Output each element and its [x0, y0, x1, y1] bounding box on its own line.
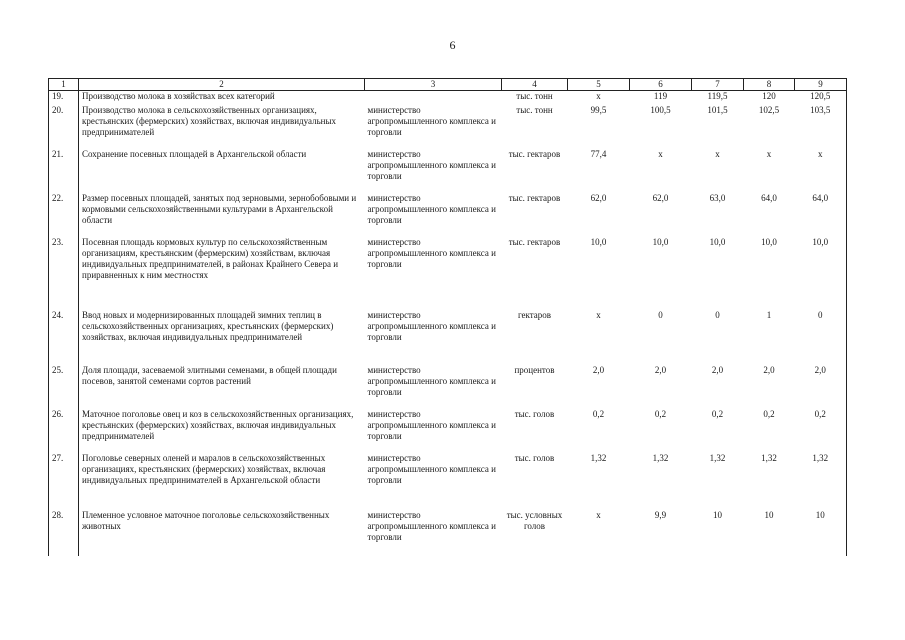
value-col6: х: [658, 148, 663, 159]
indicator-name: Размер посевных площадей, занятых под зерновыми, зернобобовыми и кормовыми сельскохозяйственными культурами в Архангельской области: [82, 192, 357, 225]
value-col6: 10,0: [652, 236, 669, 247]
unit: тыс. гектаров: [508, 148, 561, 159]
value-col5: 77,4: [590, 148, 607, 159]
row-number: 22.: [49, 193, 79, 237]
unit: тыс. гектаров: [508, 192, 561, 203]
value-col7: 0: [715, 309, 720, 320]
unit: тыс. условных голов: [506, 509, 563, 531]
value-col8: 0,2: [763, 408, 775, 419]
column-header: 6: [630, 79, 692, 91]
unit: процентов: [514, 364, 555, 375]
value-col7: 119,5: [707, 91, 728, 101]
value-col7: 0,2: [711, 408, 724, 419]
table-row: [49, 453, 847, 510]
value-col7: 10: [713, 509, 722, 520]
table-row: [49, 510, 847, 556]
value-col9: 1,32: [795, 453, 847, 510]
value-col5: х: [596, 509, 601, 520]
value-col5: х: [596, 91, 601, 101]
value-col6: 0: [658, 309, 663, 320]
responsible-org: министерство агропромышленного комплекса и торговли: [367, 192, 496, 225]
responsible-org: министерство агропромышленного комплекса и торговли: [367, 309, 496, 342]
value-col9: 10: [795, 510, 847, 556]
unit: тыс. гектаров: [508, 236, 561, 247]
responsible-org: [365, 91, 502, 105]
row-number: 21.: [49, 149, 79, 193]
value-col6: 0,2: [654, 408, 667, 419]
value-col5: 10,0: [590, 236, 607, 247]
indicator-name: Посевная площадь кормовых культур по сельскохозяйственным организациям, крестьянским (фермерским) хозяйствам, включая индивидуальных предпринимателей, в районах Крайнего Севера и приравненных к ним местностях: [82, 236, 339, 280]
responsible-org: министерство агропромышленного комплекса и торговли: [367, 509, 496, 542]
indicator-name: Производство молока в хозяйствах всех категорий: [82, 91, 275, 101]
table-row: [49, 193, 847, 237]
column-header: 7: [692, 79, 744, 91]
table-row: [49, 365, 847, 409]
unit: тыс. тонн: [516, 91, 553, 101]
value-col6: 100,5: [650, 104, 671, 115]
column-header: 3: [365, 79, 502, 91]
value-col5: х: [596, 309, 601, 320]
value-col7: 10,0: [709, 236, 726, 247]
table-header-row: [49, 79, 847, 91]
row-number: 20.: [49, 105, 79, 149]
responsible-org: министерство агропромышленного комплекса и торговли: [367, 104, 496, 137]
value-col8: 2,0: [763, 364, 775, 375]
row-number: 28.: [49, 510, 79, 556]
value-col7: 1,32: [709, 452, 726, 463]
row-number: 19.: [49, 91, 79, 105]
value-col7: 101,5: [707, 104, 728, 115]
table-row: [49, 310, 847, 365]
responsible-org: министерство агропромышленного комплекса и торговли: [367, 236, 496, 269]
value-col5: 62,0: [590, 192, 607, 203]
value-col9: 0,2: [795, 409, 847, 453]
value-col6: 1,32: [652, 452, 669, 463]
value-col8: 1,32: [761, 452, 777, 463]
value-col8: 10: [764, 509, 774, 520]
value-col9: х: [795, 149, 847, 193]
value-col8: х: [766, 148, 772, 159]
column-header: 4: [502, 79, 568, 91]
indicator-name: Доля площади, засеваемой элитными семенами, в общей площади посевов, занятой семенами сортов растений: [82, 364, 337, 386]
table-row: [49, 91, 847, 105]
row-number: 25.: [49, 365, 79, 409]
value-col8: 10,0: [761, 236, 777, 247]
value-col9: 10,0: [795, 237, 847, 310]
value-col9: 103,5: [795, 105, 847, 149]
indicator-name: Маточное поголовье овец и коз в сельскохозяйственных организациях, крестьянских (фермерских) хозяйствах, включая индивидуальных предпринимателей: [82, 408, 354, 441]
value-col9: 2,0: [795, 365, 847, 409]
page-number: 6: [449, 38, 456, 52]
indicator-name: Поголовье северных оленей и маралов в сельскохозяйственных организациях, крестьянских (фермерских) хозяйствах, включая индивидуальных предпринимателей в Архангельской области: [82, 452, 326, 485]
value-col8: 120: [762, 91, 776, 101]
value-col7: х: [715, 148, 720, 159]
value-col9: 120,5: [795, 91, 847, 105]
table-row: [49, 409, 847, 453]
responsible-org: министерство агропромышленного комплекса и торговли: [367, 452, 496, 485]
value-col6: 9,9: [654, 509, 667, 520]
row-number: 23.: [49, 237, 79, 310]
responsible-org: министерство агропромышленного комплекса и торговли: [367, 148, 496, 181]
value-col9: 64,0: [795, 193, 847, 237]
table-row: [49, 149, 847, 193]
row-number: 26.: [49, 409, 79, 453]
value-col7: 2,0: [711, 364, 724, 375]
value-col5: 1,32: [590, 452, 607, 463]
column-header: 5: [568, 79, 630, 91]
unit: тыс. голов: [514, 452, 555, 463]
column-header: 8: [744, 79, 795, 91]
value-col5: 2,0: [592, 364, 605, 375]
value-col6: 2,0: [654, 364, 667, 375]
unit: тыс. тонн: [516, 104, 553, 115]
indicator-name: Племенное условное маточное поголовье сельскохозяйственных животных: [82, 509, 330, 531]
value-col8: 64,0: [761, 192, 777, 203]
value-col6: 62,0: [652, 192, 669, 203]
unit: гектаров: [517, 309, 552, 320]
unit: тыс. голов: [514, 408, 555, 419]
value-col6: 119: [653, 91, 668, 101]
row-number: 27.: [49, 453, 79, 510]
indicator-name: Ввод новых и модернизированных площадей зимних теплиц в сельскохозяйственных организациях, крестьянских (фермерских) хозяйствах, включая индивидуальных предпринимателей: [82, 309, 334, 342]
responsible-org: министерство агропромышленного комплекса и торговли: [367, 408, 496, 441]
table-row: [49, 237, 847, 310]
column-header: 2: [79, 79, 365, 91]
value-col7: 63,0: [709, 192, 726, 203]
value-col8: 102,5: [758, 104, 780, 115]
responsible-org: министерство агропромышленного комплекса и торговли: [367, 364, 496, 397]
indicator-name: Сохранение посевных площадей в Архангельской области: [82, 148, 307, 159]
value-col8: 1: [766, 309, 772, 320]
value-col5: 99,5: [590, 104, 607, 115]
value-col9: 0: [795, 310, 847, 365]
row-number: 24.: [49, 310, 79, 365]
indicator-name: Производство молока в сельскохозяйственных организациях, крестьянских (фермерских) хозяйствах, включая индивидуальных предпринимателей: [82, 104, 337, 137]
indicators-table: [48, 78, 847, 556]
column-header: 1: [49, 79, 79, 91]
table-row: [49, 105, 847, 149]
column-header: 9: [795, 79, 847, 91]
value-col5: 0,2: [592, 408, 605, 419]
